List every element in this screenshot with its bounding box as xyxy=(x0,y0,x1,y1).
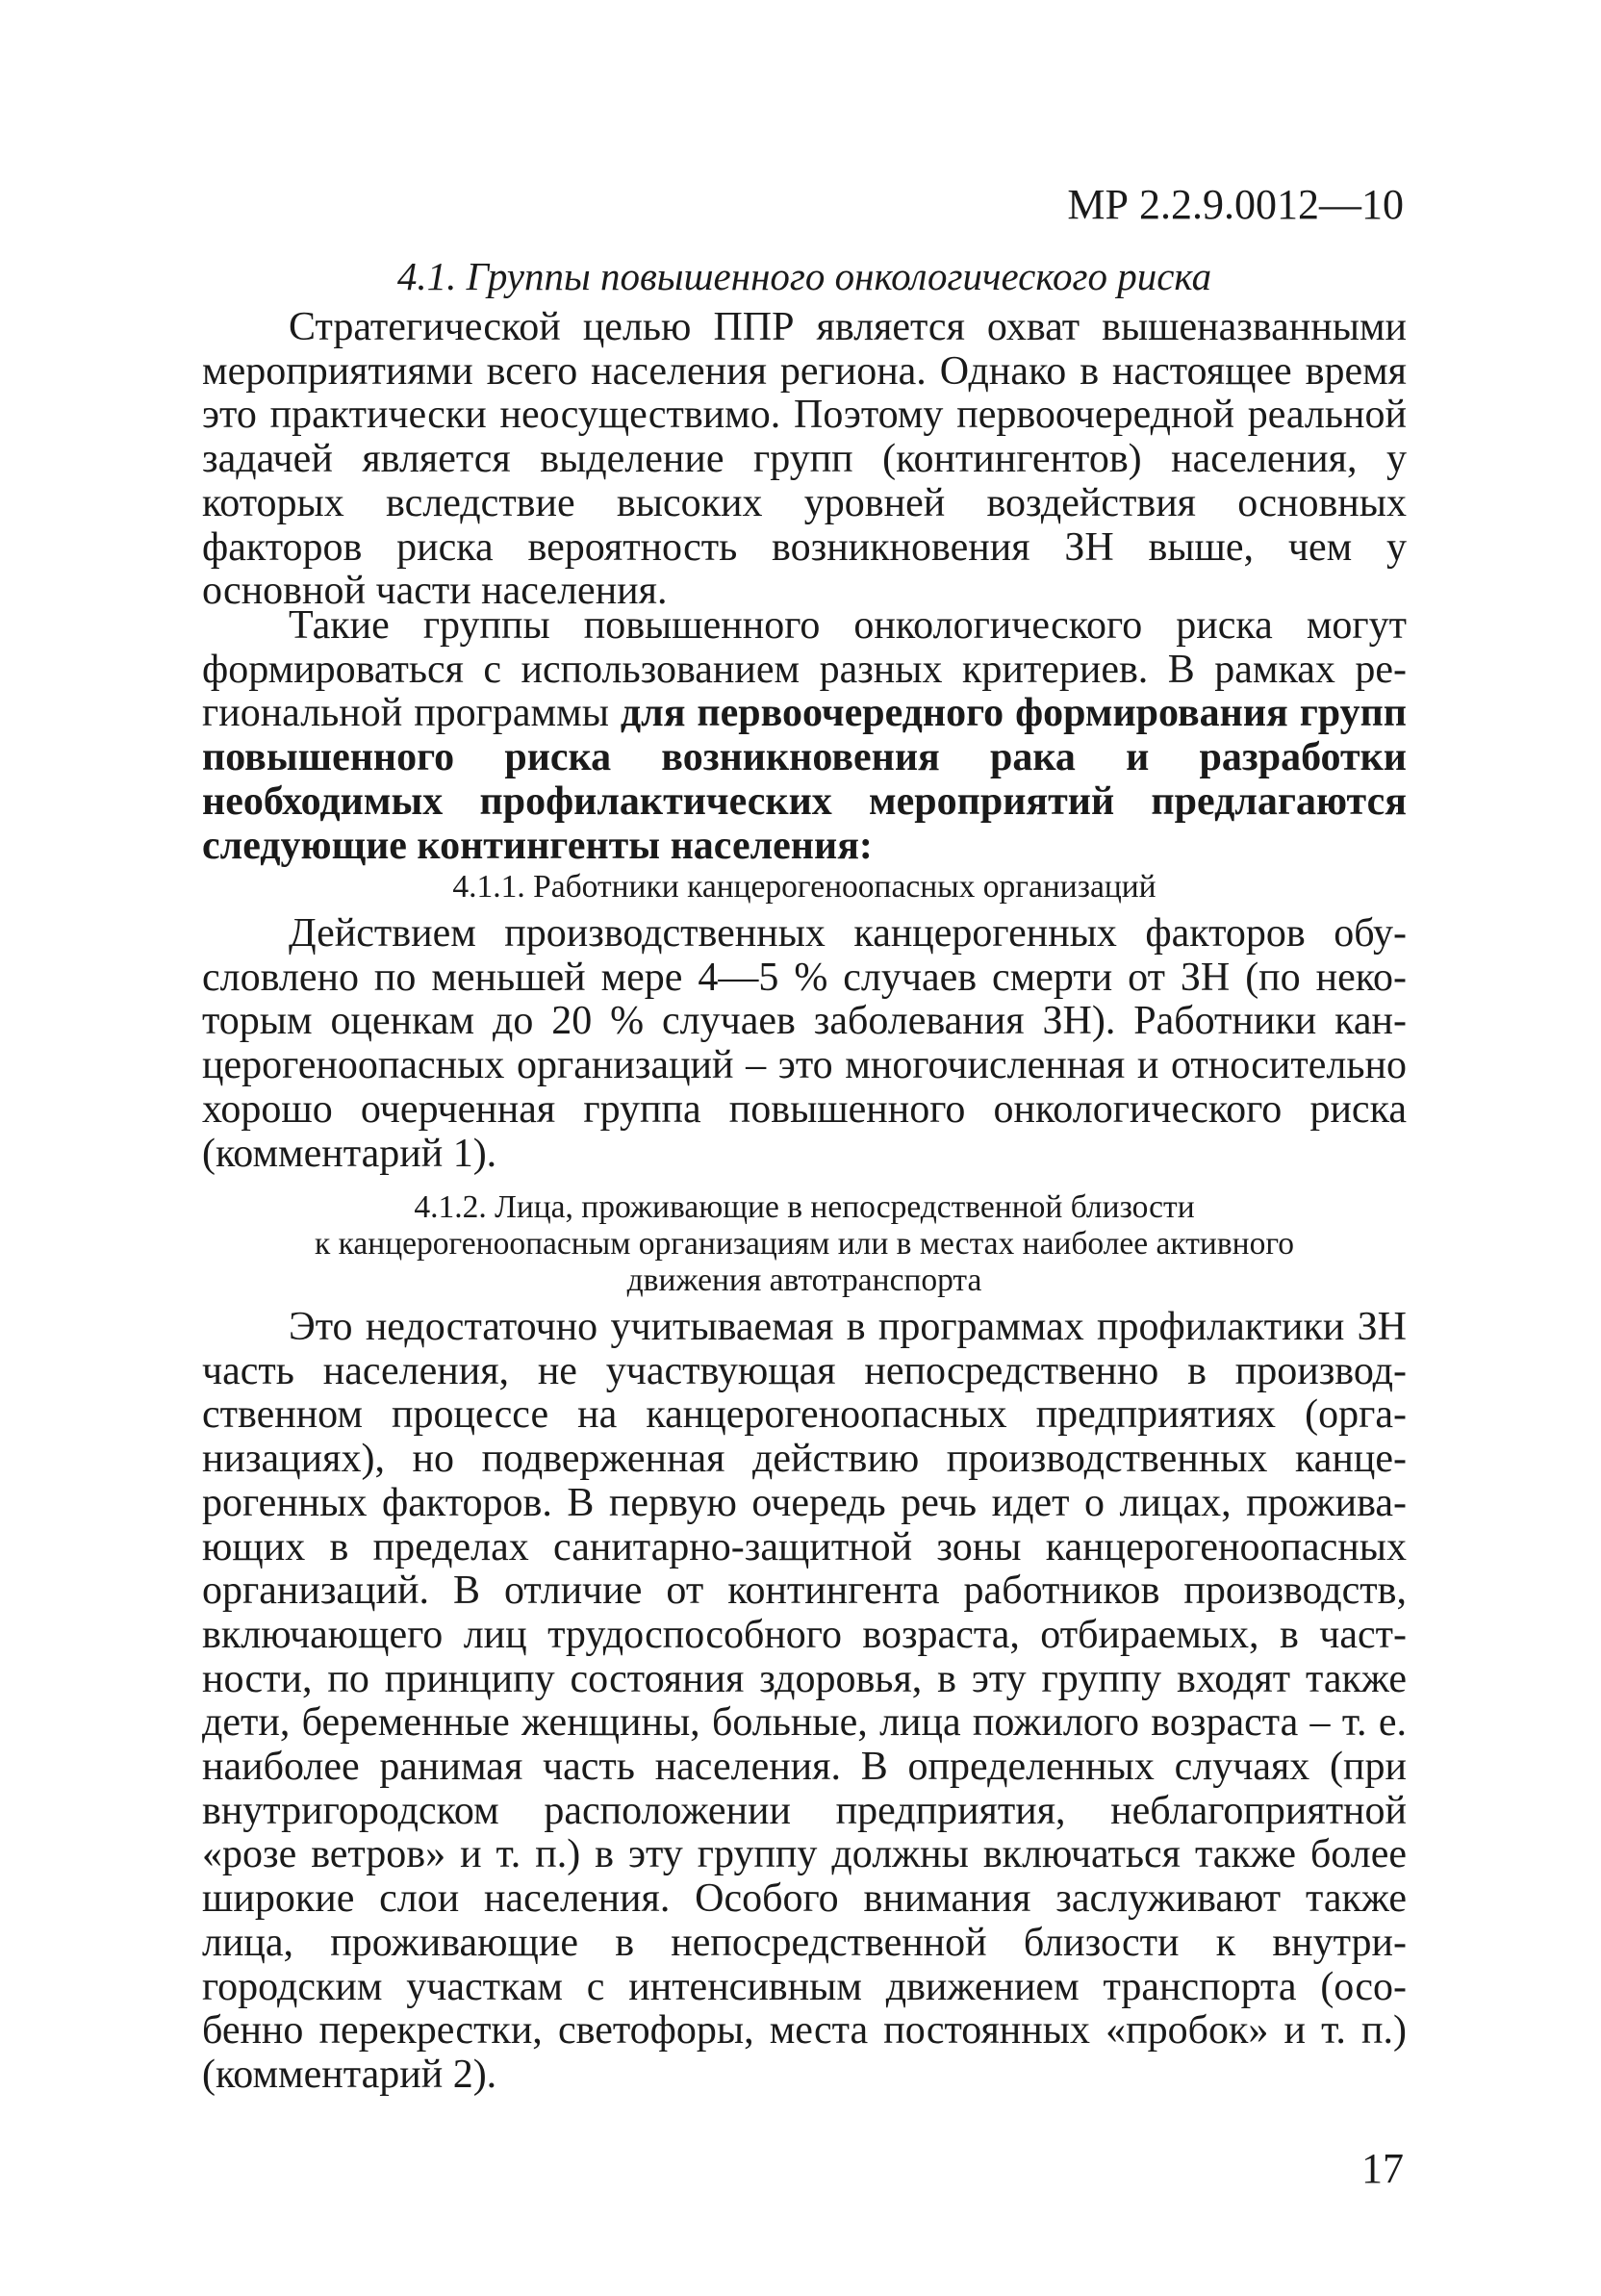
paragraph-text xyxy=(202,604,1407,868)
paragraph-bold-text: для первоочередного формирования групп повышенного риска возникновения рака и разработки необходимых профилактических мероприятий предлагаются следующие контингенты населения: xyxy=(202,691,1408,868)
paragraph-plain-text: Такие группы повышенного онкологического риска могут формироваться с использованием разных критериев. В рамках региональной программы xyxy=(202,603,1407,736)
paragraph-strategic-goal xyxy=(202,306,1407,614)
paragraph-risk-groups xyxy=(202,604,1407,868)
subsection-heading-text: 4.1.1. Работники канцерогеноопасных организаций xyxy=(452,869,1156,905)
page-number: 17 xyxy=(1361,2145,1404,2192)
subsection-heading-line: движения автотранспорта xyxy=(626,1263,982,1298)
subsection-heading-line: 4.1.2. Лица, проживающие в непосредственной близости xyxy=(414,1189,1195,1225)
subsection-heading-residents xyxy=(202,1189,1407,1299)
paragraph-workers xyxy=(202,912,1407,1176)
paragraph-text: Это недостаточно учитываемая в программах профилактики ЗН часть населения, не участвующая непосредственно в производственном процессе на канцерогеноопасных предприятиях (организациях), но подверженная действию производственных канцерогенных факторов. В первую очередь речь идет о лицах, проживающих в пределах санитарно-защитной зоны канцерогеноопасных организаций. В отличие от контингента работников производств, включающего лиц трудоспособного возраста, отбираемых, в частности, по принципу состояния здоровья, в эту группу входят также дети, беременные женщины, больные, лица пожилого возраста – т. е. наиболее ранимая часть населения. В определенных случаях (при внутригородском расположении предприятия, неблагоприятной «розе ветров» и т. п.) в эту группу должны включаться также более широкие слои населения. Особого внимания заслуживают также лица, проживающие в непосредственной близости к внутригородским участкам с интенсивным движением транспорта (особенно перекрестки, светофоры, места постоянных «пробок» и т. п.) (комментарий 2). xyxy=(202,1305,1407,2097)
paragraph-text: Стратегической целью ППР является охват вышеназванными мероприятиями всего населения региона. Однако в настоящее время это практически неосуществимо. Поэтому первоочередной реальной задачей является выделение групп (контингентов) населения, у которых вследствие высоких уровней воздействия основных факторов риска вероятность возникновения ЗН выше, чем у основной части населения. xyxy=(202,305,1407,614)
subsection-heading-workers xyxy=(202,869,1407,906)
subsection-heading-line: к канцерогеноопасным организациям или в местах наиболее активного xyxy=(315,1226,1294,1262)
paragraph-text: Действием производственных канцерогенных факторов обусловлено по меньшей мере 4—5 % случаев смерти от ЗН (по некоторым оценкам до 20 % случаев заболевания ЗН). Работники канцерогеноопасных организаций – это многочисленная и относительно хорошо очерченная группа повышенного онкологического риска (комментарий 1). xyxy=(202,911,1407,1176)
paragraph-residents xyxy=(202,1306,1407,2098)
section-heading: 4.1. Группы повышенного онкологического риска xyxy=(396,254,1212,298)
document-code: МР 2.2.9.0012—10 xyxy=(1067,181,1404,228)
